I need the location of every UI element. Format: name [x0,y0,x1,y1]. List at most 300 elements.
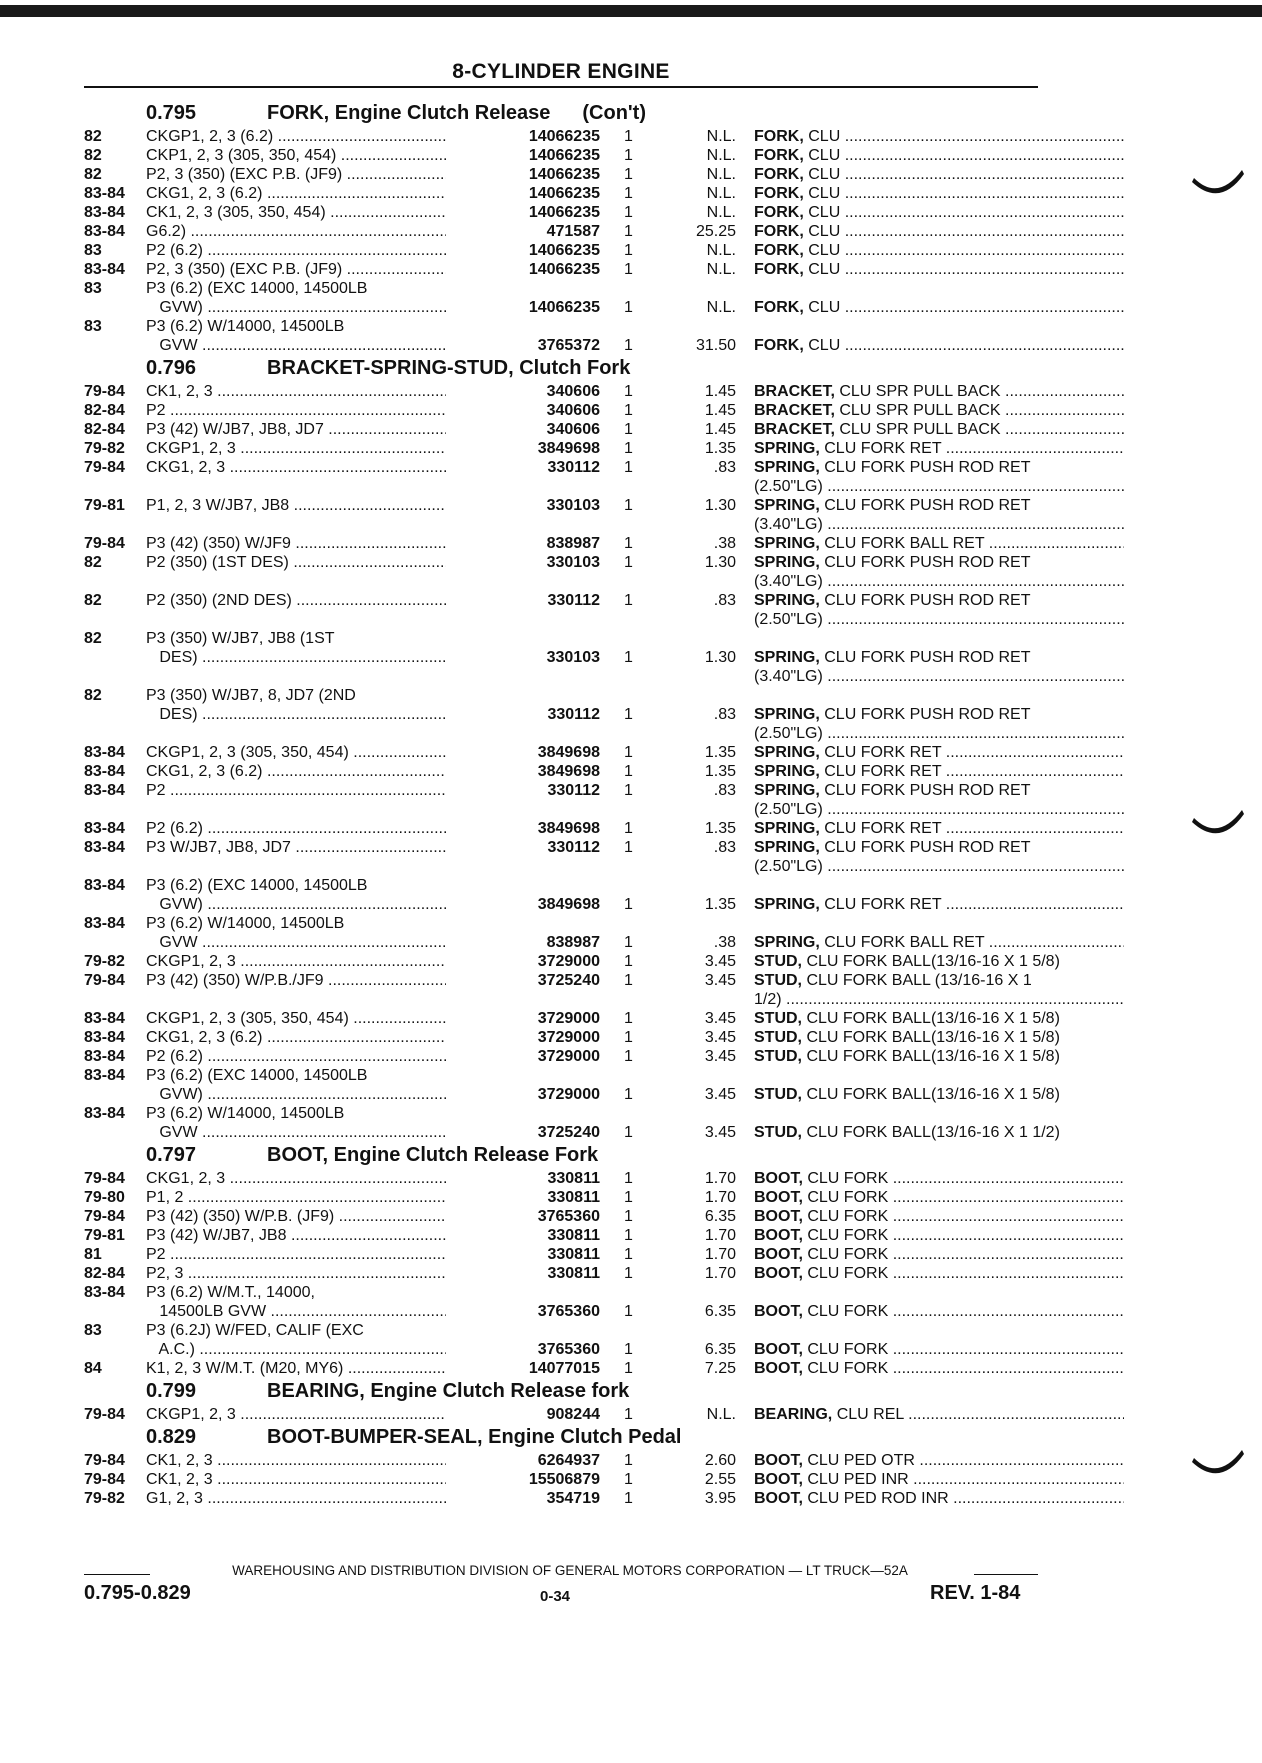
part-name: FORK, CLU ..... [754,260,1124,279]
catalog-row [84,553,1044,572]
part-number: 3765360 [537,1341,600,1358]
model-year: 79-84 [84,1471,125,1488]
part-name: BEARING, CLU REL ..... [754,1405,1124,1424]
part-name: STUD, CLU FORK BALL (13/16-16 X 1 [754,972,1032,989]
quantity: 1 [624,299,633,316]
model-description: CK1, 2, 3 ..... [146,382,446,401]
catalog-row [84,1188,1044,1207]
model-year: 79-82 [84,953,125,970]
part-number: 340606 [546,402,600,419]
model-description: GVW ..... [146,336,446,355]
binder-clip-icon [1190,808,1246,842]
model-year: 83-84 [84,782,125,799]
part-number: 330112 [547,706,600,723]
part-number: 330112 [547,592,600,609]
catalog-row [84,496,1044,515]
part-name: STUD, CLU FORK BALL(13/16-16 X 1 5/8) [754,953,1060,970]
section-title: BOOT, Engine Clutch Release Fork [267,1144,599,1166]
model-description: CKP1, 2, 3 (305, 350, 454) ..... [146,146,446,165]
model-year: 79-84 [84,972,125,989]
part-name: BOOT, CLU PED INR ..... [754,1470,1124,1489]
catalog-row [84,146,1044,165]
part-name: SPRING, CLU FORK RET ..... [754,439,1124,458]
part-number: 3729000 [537,1010,600,1027]
model-year: 82 [84,166,102,183]
part-name: STUD, CLU FORK BALL(13/16-16 X 1 5/8) [754,1086,1060,1103]
part-name: SPRING, CLU FORK PUSH ROD RET [754,592,1031,609]
parts-catalog-content [84,100,1060,1508]
part-number: 14066235 [528,185,600,202]
model-description: CKGP1, 2, 3 (305, 350, 454) ..... [146,743,446,762]
model-description: P3 (6.2) (EXC 14000, 14500LB [146,280,368,297]
footer-revision: REV. 1-84 [930,1582,1021,1604]
catalog-row [84,1340,1044,1359]
part-number: 330112 [547,839,600,856]
model-description: P2 ..... [146,781,446,800]
model-year: 79-84 [84,535,125,552]
model-description: CK1, 2, 3 ..... [146,1451,446,1470]
part-name: SPRING, CLU FORK BALL RET ..... [754,933,1124,952]
part-name: (2.50"LG) ..... [754,610,1124,629]
quantity: 1 [624,383,633,400]
part-name: BRACKET, CLU SPR PULL BACK ..... [754,401,1124,420]
part-number: 14066235 [528,204,600,221]
price: N.L. [706,204,736,221]
price: 3.45 [704,1010,736,1027]
catalog-row [84,1489,1044,1508]
price: 1.30 [704,554,736,571]
model-year: 83-84 [84,1105,125,1122]
footer-division: WAREHOUSING AND DISTRIBUTION DIVISION OF GENERAL MOTORS CORPORATION — LT TRUCK—52A [232,1563,908,1578]
catalog-row [84,279,1044,298]
part-number: 330811 [547,1189,600,1206]
model-description: P3 (42) W/JB7, JB8, JD7 ..... [146,420,446,439]
part-number: 330112 [547,782,600,799]
catalog-row [84,705,1044,724]
price: 6.35 [704,1303,736,1320]
model-description: P3 (6.2) W/M.T., 14000, [146,1284,315,1301]
model-year: 84 [84,1360,102,1377]
price: 1.45 [704,421,736,438]
price: N.L. [706,128,736,145]
part-name: BOOT, CLU FORK ..... [754,1245,1124,1264]
model-year: 83-84 [84,223,125,240]
model-description: CKGP1, 2, 3 (305, 350, 454) ..... [146,1009,446,1028]
catalog-row [84,1470,1044,1489]
model-description: P3 (6.2) W/14000, 14500LB [146,318,345,335]
catalog-row [84,743,1044,762]
part-number: 14066235 [528,166,600,183]
part-number: 3765360 [537,1208,600,1225]
part-number: 3765372 [537,337,600,354]
model-year: 83-84 [84,204,125,221]
model-description: P2 (6.2) ..... [146,819,446,838]
part-number: 14066235 [528,299,600,316]
part-name: SPRING, CLU FORK PUSH ROD RET [754,649,1031,666]
section-header [84,100,1044,127]
catalog-row [84,895,1044,914]
model-year: 83 [84,242,102,259]
model-description: P3 (6.2) (EXC 14000, 14500LB [146,877,368,894]
quantity: 1 [624,459,633,476]
model-description: CK1, 2, 3 (305, 350, 454) ..... [146,203,446,222]
model-year: 83-84 [84,744,125,761]
quantity: 1 [624,592,633,609]
catalog-row [84,420,1044,439]
catalog-row [84,667,1044,686]
part-name: SPRING, CLU FORK RET ..... [754,762,1124,781]
catalog-row [84,1085,1060,1104]
catalog-row [84,1047,1060,1066]
part-number: 3849698 [537,820,600,837]
catalog-row [84,1104,1044,1123]
model-year: 82 [84,592,102,609]
part-name: SPRING, CLU FORK RET ..... [754,743,1124,762]
part-name: BOOT, CLU PED ROD INR ..... [754,1489,1124,1508]
price: 1.35 [704,763,736,780]
model-description: P2, 3 (350) (EXC P.B. (JF9) ..... [146,260,446,279]
part-number: 14077015 [528,1360,600,1377]
part-name: SPRING, CLU FORK RET ..... [754,895,1124,914]
part-name: BOOT, CLU FORK ..... [754,1226,1124,1245]
model-year: 82 [84,128,102,145]
section-continued: (Con't) [582,102,647,124]
quantity: 1 [624,820,633,837]
price: 2.60 [704,1452,736,1469]
part-number: 471587 [546,223,600,240]
price: N.L. [706,299,736,316]
quantity: 1 [624,1208,633,1225]
model-year: 79-81 [84,1227,125,1244]
binder-clip-icon [1190,1448,1246,1482]
catalog-row [84,762,1044,781]
model-description: CKGP1, 2, 3 ..... [146,952,446,971]
model-year: 83-84 [84,915,125,932]
catalog-row [84,686,1044,705]
quantity: 1 [624,1303,633,1320]
catalog-row [84,222,1044,241]
model-year: 82 [84,687,102,704]
part-number: 330103 [546,497,600,514]
price: N.L. [706,261,736,278]
part-number: 14066235 [528,147,600,164]
model-year: 83-84 [84,877,125,894]
price: .83 [713,592,736,609]
part-name: BOOT, CLU FORK ..... [754,1188,1124,1207]
part-name: BOOT, CLU FORK ..... [754,1169,1124,1188]
model-description: P3 (42) (350) W/P.B./JF9 ..... [146,971,446,990]
model-description: P3 (42) (350) W/P.B. (JF9) ..... [146,1207,446,1226]
part-number: 330112 [547,459,600,476]
model-description: P3 (6.2J) W/FED, CALIF (EXC [146,1322,364,1339]
model-description: P2, 3 (350) (EXC P.B. (JF9) ..... [146,165,446,184]
catalog-row [84,800,1044,819]
catalog-row [84,610,1044,629]
model-description: P2, 3 ..... [146,1264,446,1283]
part-number: 3725240 [537,972,600,989]
catalog-row [84,439,1044,458]
model-description: CKG1, 2, 3 (6.2) ..... [146,184,446,203]
part-number: 340606 [546,421,600,438]
catalog-row [84,1283,1044,1302]
model-description: P3 (6.2) (EXC 14000, 14500LB [146,1067,368,1084]
catalog-row [84,933,1044,952]
model-description: GVW ..... [146,933,446,952]
quantity: 1 [624,223,633,240]
catalog-row [84,819,1044,838]
quantity: 1 [624,1490,633,1507]
model-year: 82 [84,554,102,571]
model-year: 79-84 [84,1170,125,1187]
catalog-row [84,572,1044,591]
price: N.L. [706,166,736,183]
part-name: SPRING, CLU FORK PUSH ROD RET [754,459,1031,476]
model-description: CKGP1, 2, 3 (6.2) ..... [146,127,446,146]
section-title: FORK, Engine Clutch Release (Con't) [267,102,647,124]
model-description: P2 (350) (2ND DES) ..... [146,591,446,610]
part-name: SPRING, CLU FORK RET ..... [754,819,1124,838]
catalog-row [84,317,1044,336]
part-number: 3849698 [537,763,600,780]
catalog-row [84,458,1044,477]
catalog-row [84,1451,1044,1470]
part-number: 838987 [546,535,600,552]
quantity: 1 [624,1227,633,1244]
part-number: 3729000 [537,1048,600,1065]
part-name: FORK, CLU ..... [754,241,1124,260]
price: 1.35 [704,440,736,457]
model-description: K1, 2, 3 W/M.T. (M20, MY6) ..... [146,1359,446,1378]
quantity: 1 [624,1048,633,1065]
part-name: FORK, CLU ..... [754,298,1124,317]
price: .83 [713,459,736,476]
part-name: FORK, CLU ..... [754,146,1124,165]
catalog-row [84,724,1044,743]
model-year: 83 [84,1322,102,1339]
catalog-row [84,184,1044,203]
part-number: 14066235 [528,128,600,145]
model-description: GVW ..... [146,1123,446,1142]
catalog-row [84,1321,1044,1340]
model-description: P2 (6.2) ..... [146,241,446,260]
catalog-row [84,876,1044,895]
price: 1.30 [704,497,736,514]
quantity: 1 [624,147,633,164]
catalog-row [84,127,1044,146]
catalog-row [84,1169,1044,1188]
model-description: G6.2) ..... [146,222,446,241]
quantity: 1 [624,1124,633,1141]
price: 3.45 [704,953,736,970]
title-rule [84,86,1038,88]
model-year: 79-80 [84,1189,125,1206]
model-year: 82 [84,630,102,647]
price: 1.45 [704,383,736,400]
part-name: FORK, CLU ..... [754,336,1124,355]
part-number: 908244 [546,1406,600,1423]
model-year: 83 [84,318,102,335]
catalog-row [84,1066,1044,1085]
price: 1.45 [704,402,736,419]
part-name: STUD, CLU FORK BALL(13/16-16 X 1 5/8) [754,1029,1060,1046]
price: 25.25 [695,223,736,240]
model-year: 83-84 [84,185,125,202]
price: 1.70 [704,1189,736,1206]
price: 3.95 [704,1490,736,1507]
quantity: 1 [624,972,633,989]
part-number: 3725240 [537,1124,600,1141]
part-number: 15506879 [528,1471,600,1488]
catalog-row [84,1207,1044,1226]
part-number: 3849698 [537,896,600,913]
model-year: 83 [84,280,102,297]
model-description: P2 ..... [146,1245,446,1264]
catalog-row [84,857,1044,876]
price: 1.35 [704,820,736,837]
part-name: BOOT, CLU FORK ..... [754,1264,1124,1283]
price: 3.45 [704,1048,736,1065]
part-name: SPRING, CLU FORK PUSH ROD RET [754,839,1031,856]
section-header [84,1142,1044,1169]
model-description: CKG1, 2, 3 (6.2) ..... [146,762,446,781]
part-number: 3729000 [537,1086,600,1103]
quantity: 1 [624,402,633,419]
price: 1.70 [704,1227,736,1244]
part-name: STUD, CLU FORK BALL(13/16-16 X 1 5/8) [754,1010,1060,1027]
price: 2.55 [704,1471,736,1488]
part-name: STUD, CLU FORK BALL(13/16-16 X 1 1/2) [754,1124,1060,1141]
section-title: BEARING, Engine Clutch Release fork [267,1380,630,1402]
quantity: 1 [624,744,633,761]
price: 1.70 [704,1246,736,1263]
part-name: BRACKET, CLU SPR PULL BACK ..... [754,382,1124,401]
model-description: GVW) ..... [146,1085,446,1104]
binder-clip-icon [1190,168,1246,202]
price: .38 [713,535,736,552]
section-title: BOOT-BUMPER-SEAL, Engine Clutch Pedal [267,1426,682,1448]
model-description: P3 (6.2) W/14000, 14500LB [146,915,345,932]
quantity: 1 [624,763,633,780]
model-year: 82-84 [84,402,125,419]
section-number: 0.799 [146,1380,197,1402]
catalog-row [84,1264,1044,1283]
model-description: CKGP1, 2, 3 ..... [146,439,446,458]
catalog-row [84,1245,1044,1264]
quantity: 1 [624,839,633,856]
quantity: 1 [624,1010,633,1027]
part-number: 14066235 [528,261,600,278]
catalog-row [84,515,1044,534]
part-number: 340606 [546,383,600,400]
section-header [84,355,1044,382]
quantity: 1 [624,440,633,457]
model-description: P2 (6.2) ..... [146,1047,446,1066]
quantity: 1 [624,934,633,951]
model-year: 79-82 [84,1490,125,1507]
price: 1.70 [704,1170,736,1187]
part-name: FORK, CLU ..... [754,222,1124,241]
footer-rule-left [84,1574,150,1575]
footer-section-range: 0.795-0.829 [84,1582,191,1604]
quantity: 1 [624,706,633,723]
quantity: 1 [624,421,633,438]
model-description: CKG1, 2, 3 ..... [146,458,446,477]
quantity: 1 [624,1406,633,1423]
catalog-row [84,1226,1044,1245]
price: .83 [713,839,736,856]
catalog-row [84,1009,1060,1028]
catalog-row [84,382,1044,401]
catalog-row [84,534,1044,553]
part-number: 330811 [547,1265,600,1282]
part-name: (3.40"LG) ..... [754,667,1124,686]
part-name: SPRING, CLU FORK PUSH ROD RET [754,706,1031,723]
part-number: 3729000 [537,1029,600,1046]
model-description: P2 ..... [146,401,446,420]
section-number: 0.797 [146,1144,197,1166]
section-header [84,1424,1044,1451]
part-number: 354719 [546,1490,600,1507]
part-name: SPRING, CLU FORK BALL RET ..... [754,534,1124,553]
price: 1.70 [704,1265,736,1282]
part-number: 3849698 [537,440,600,457]
model-description: P1, 2 ..... [146,1188,446,1207]
catalog-row [84,241,1044,260]
part-name: SPRING, CLU FORK PUSH ROD RET [754,554,1031,571]
price: N.L. [706,185,736,202]
part-name: 1/2) ..... [754,990,1124,1009]
model-description: P3 W/JB7, JB8, JD7 ..... [146,838,446,857]
part-number: 330811 [547,1246,600,1263]
model-year: 79-84 [84,459,125,476]
model-year: 83-84 [84,1010,125,1027]
section-header [84,1378,1044,1405]
top-edge-bar [0,5,1262,17]
part-name: BRACKET, CLU SPR PULL BACK ..... [754,420,1124,439]
price: N.L. [706,1406,736,1423]
quantity: 1 [624,554,633,571]
section-number: 0.795 [146,102,197,124]
catalog-row [84,838,1044,857]
page-title: 8-CYLINDER ENGINE [452,60,670,83]
part-number: 3849698 [537,744,600,761]
quantity: 1 [624,1265,633,1282]
part-name: (2.50"LG) ..... [754,800,1124,819]
model-description: P1, 2, 3 W/JB7, JB8 ..... [146,496,446,515]
model-year: 83-84 [84,1029,125,1046]
part-number: 838987 [546,934,600,951]
model-description: GVW) ..... [146,298,446,317]
model-year: 82 [84,147,102,164]
catalog-row [84,401,1044,420]
catalog-row [84,1123,1060,1142]
part-name: STUD, CLU FORK BALL(13/16-16 X 1 5/8) [754,1048,1060,1065]
model-year: 83-84 [84,261,125,278]
quantity: 1 [624,204,633,221]
part-name: (2.50"LG) ..... [754,857,1124,876]
catalog-row [84,165,1044,184]
model-year: 83-84 [84,820,125,837]
model-description: P3 (42) (350) W/JF9 ..... [146,534,446,553]
model-description: P3 (350) W/JB7, 8, JD7 (2ND [146,687,356,704]
model-year: 79-82 [84,440,125,457]
model-year: 79-84 [84,1208,125,1225]
catalog-row [84,914,1044,933]
price: 3.45 [704,1029,736,1046]
model-description: CKG1, 2, 3 ..... [146,1169,446,1188]
part-name: BOOT, CLU FORK ..... [754,1302,1124,1321]
section-number: 0.796 [146,357,197,379]
